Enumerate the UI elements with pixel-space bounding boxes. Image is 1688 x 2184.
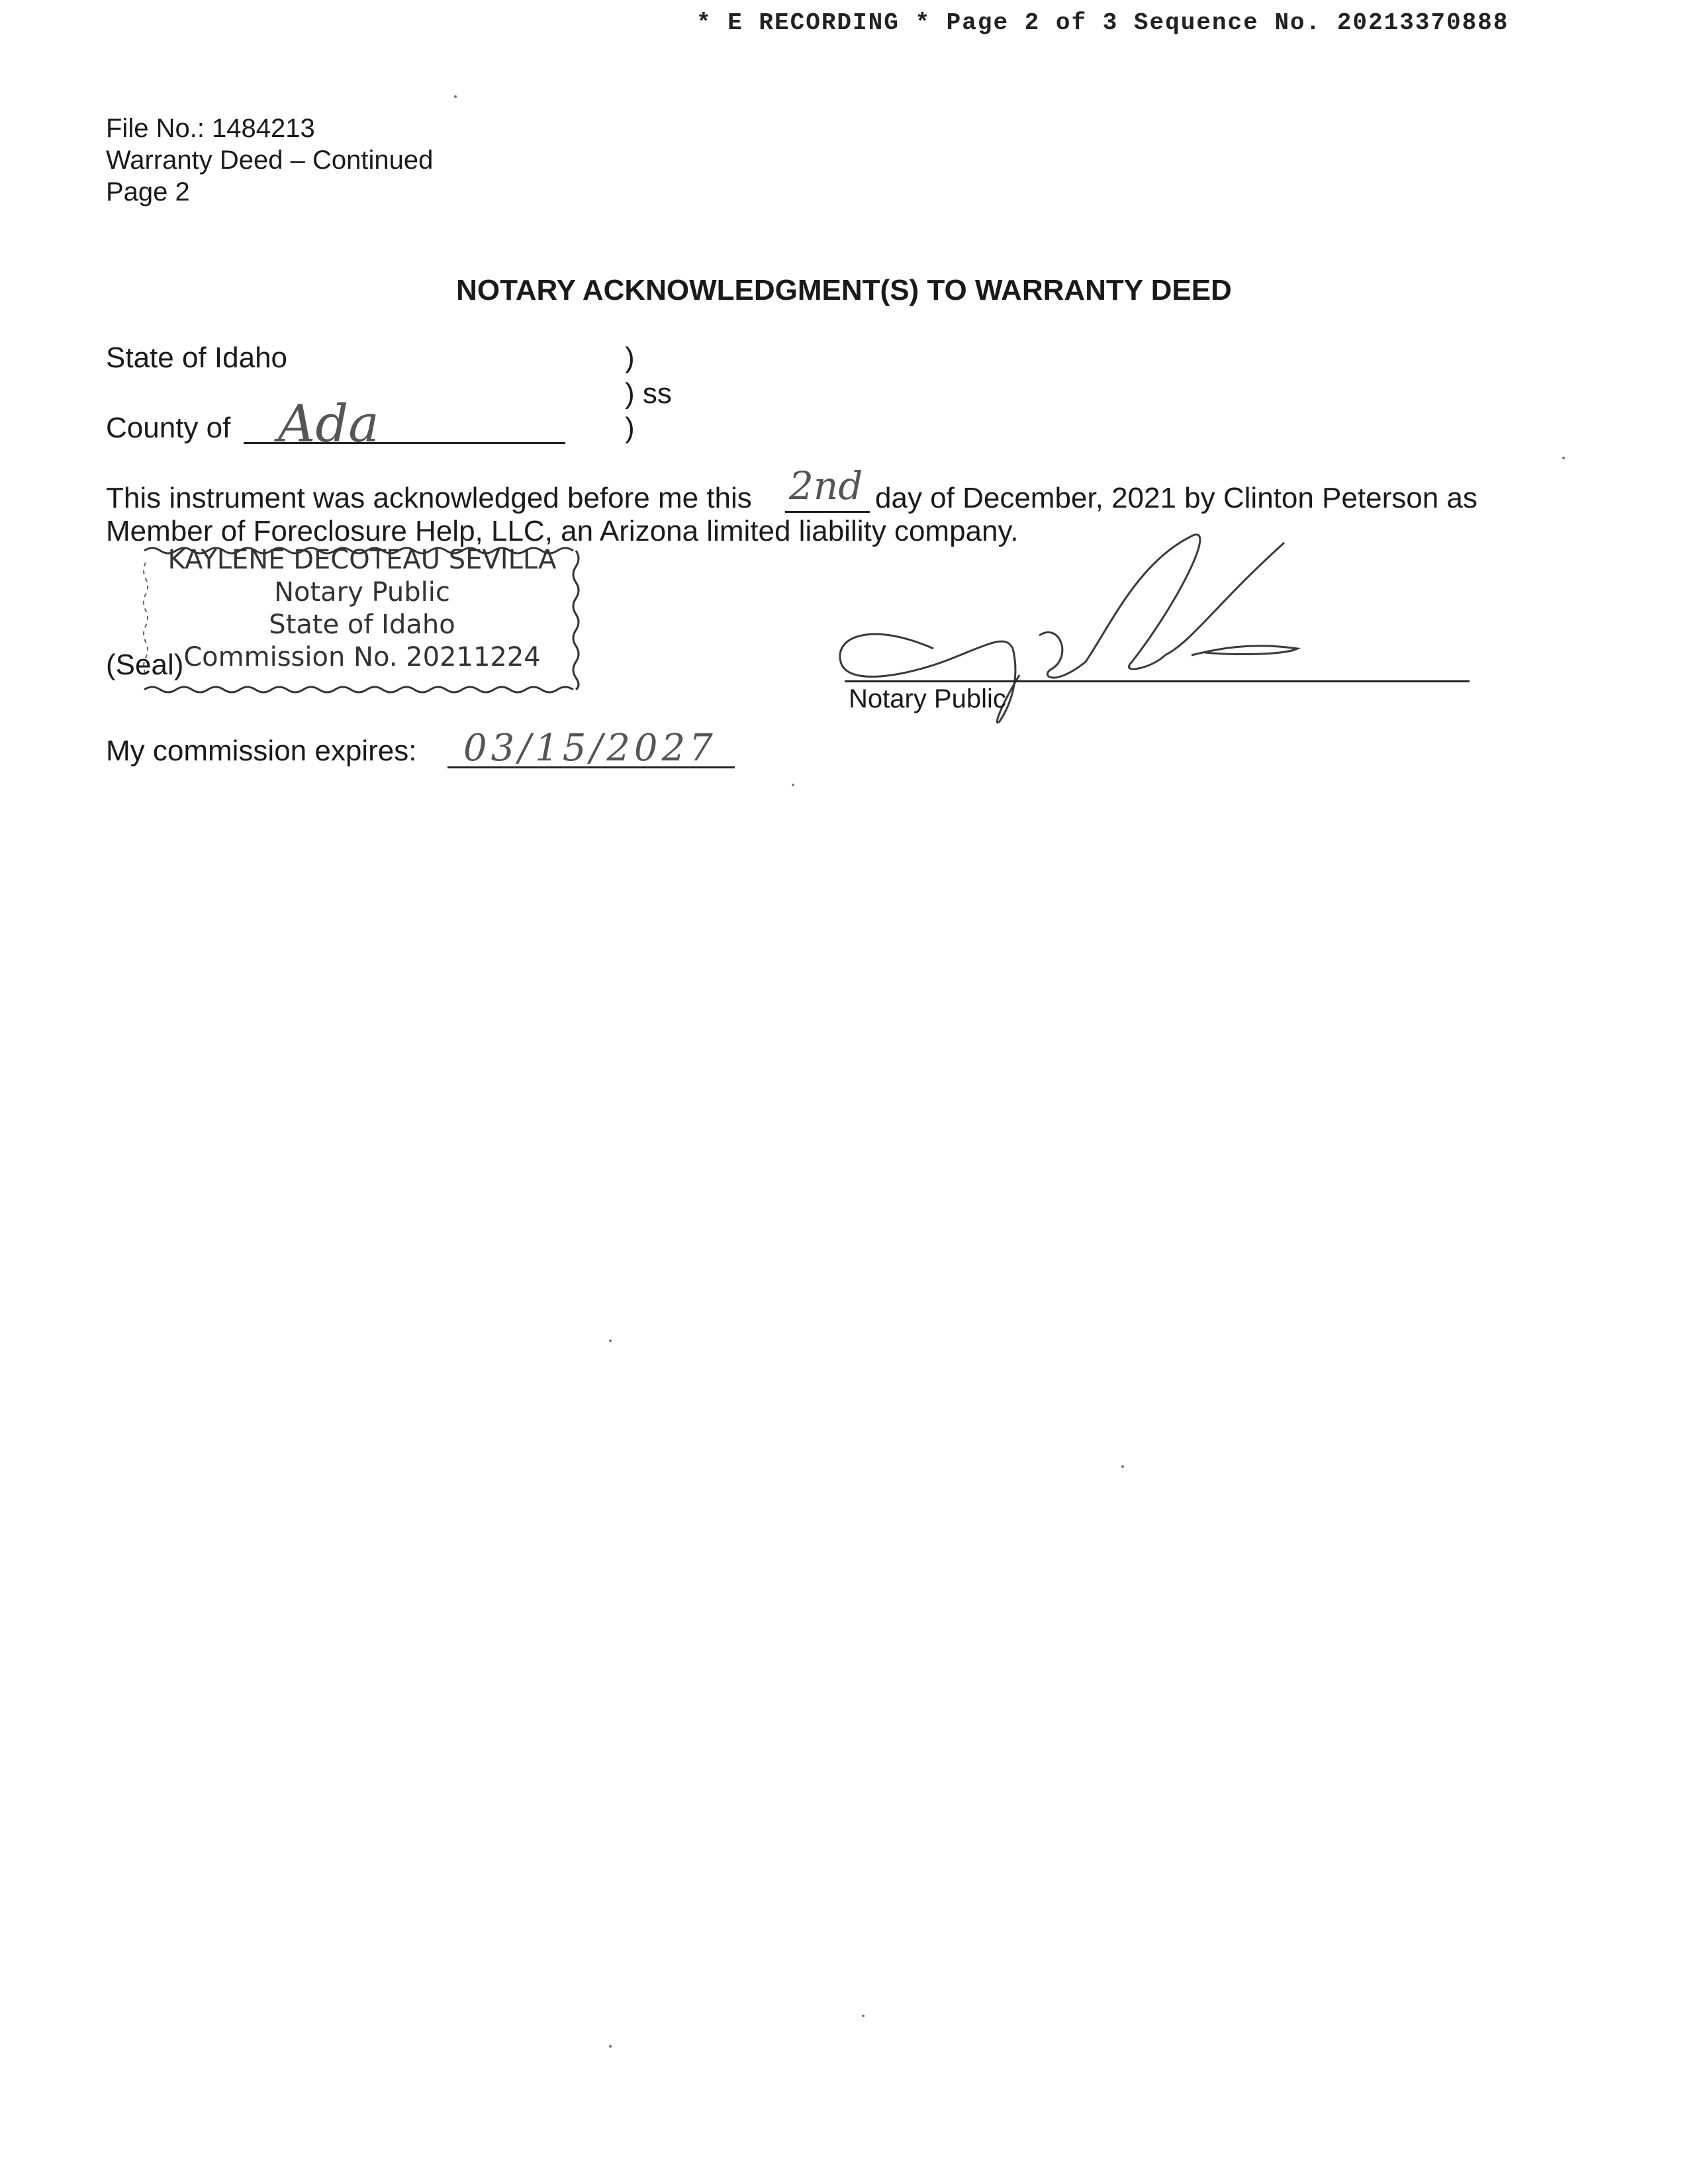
day-handwritten: 2nd bbox=[789, 463, 863, 508]
commission-expires-handwritten-date: 03/15/2027 bbox=[463, 727, 717, 770]
venue-paren-bottom: ) bbox=[625, 412, 635, 444]
file-info-block bbox=[106, 113, 433, 208]
scan-speck bbox=[792, 784, 794, 786]
scan-speck bbox=[1562, 457, 1565, 459]
state-value: Idaho bbox=[214, 341, 288, 374]
scan-speck bbox=[609, 1340, 612, 1342]
scan-speck bbox=[454, 95, 457, 98]
document-title: NOTARY ACKNOWLEDGMENT(S) TO WARRANTY DEED bbox=[456, 274, 1232, 306]
stamp-commission-number: Commission No. 20211224 bbox=[183, 642, 541, 672]
stamp-notary-title: Notary Public bbox=[274, 577, 450, 608]
county-label: County of bbox=[106, 412, 231, 444]
acknowledgment-line-2: Member of Foreclosure Help, LLC, an Arizona limited liability company. bbox=[106, 515, 1019, 547]
state-label: State of bbox=[106, 341, 207, 374]
seal-label: (Seal) bbox=[106, 649, 184, 681]
scan-speck bbox=[1121, 1465, 1124, 1468]
state-line bbox=[106, 341, 287, 375]
venue-paren-ss: ) ss bbox=[625, 377, 672, 410]
notary-signature-line bbox=[845, 680, 1470, 682]
commission-expires-label: My commission expires: bbox=[106, 735, 417, 767]
document-continued-title: Warranty Deed – Continued bbox=[106, 146, 434, 175]
file-number: File No.: 1484213 bbox=[106, 114, 315, 143]
county-handwritten: Ada bbox=[278, 394, 379, 454]
scan-speck bbox=[609, 2045, 612, 2048]
acknowledgment-line-1-start: This instrument was acknowledged before me this bbox=[106, 482, 752, 514]
stamp-state: State of Idaho bbox=[269, 610, 455, 640]
day-underline bbox=[785, 511, 870, 513]
page-number: Page 2 bbox=[106, 177, 190, 206]
acknowledgment-line-1-end: day of December, 2021 by Clinton Peterson as bbox=[875, 482, 1477, 514]
notary-public-label: Notary Public bbox=[849, 684, 1006, 713]
recording-header: * E RECORDING * Page 2 of 3 Sequence No. 20213370888 bbox=[696, 9, 1509, 36]
stamp-notary-name: KAYLENE DECOTEAU SEVILLA bbox=[167, 545, 557, 575]
scan-speck bbox=[862, 2015, 865, 2017]
venue-paren-top: ) bbox=[625, 341, 635, 374]
notary-stamp bbox=[147, 544, 577, 690]
